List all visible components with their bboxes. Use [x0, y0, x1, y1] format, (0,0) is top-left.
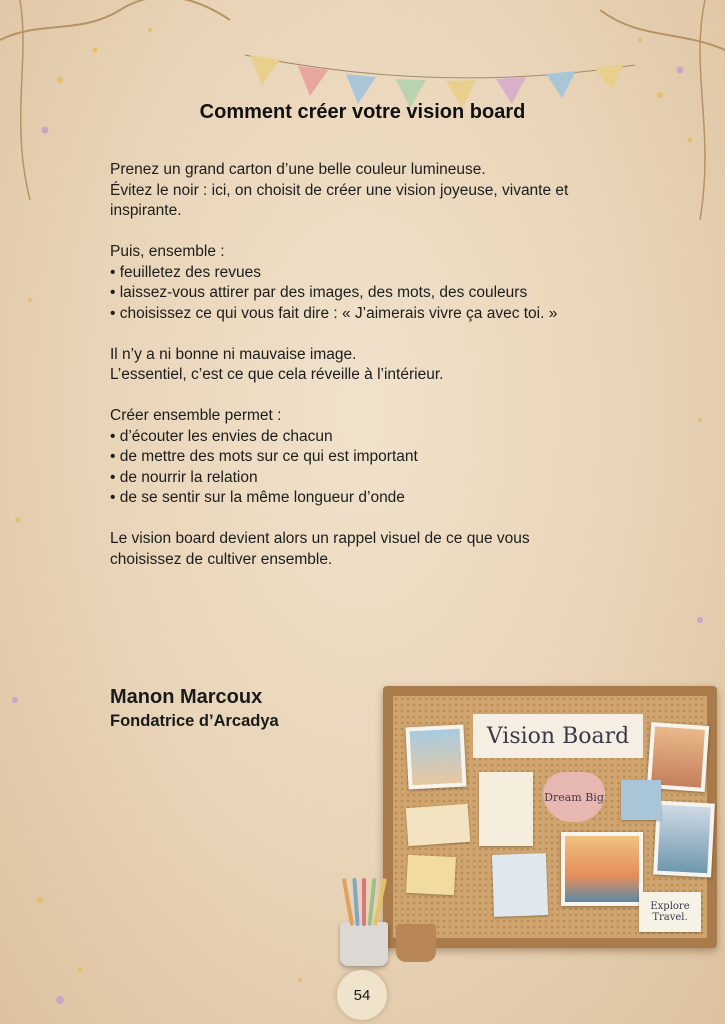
author-role: Fondatrice d’Arcadya [110, 712, 279, 730]
body-line: • de se sentir sur la même longueur d’onde [110, 489, 405, 506]
paragraph-gap [110, 386, 630, 407]
paragraph-gap [110, 509, 630, 530]
paragraph-gap [110, 324, 630, 345]
body-line: • de mettre des mots sur ce qui est important [110, 448, 418, 465]
travel-note: Explore Travel. [639, 892, 701, 932]
note-card [406, 804, 470, 846]
body-line: Créer ensemble permet : [110, 407, 282, 424]
note-goals [479, 772, 533, 846]
body-line: inspirante. [110, 202, 182, 219]
page-title: Comment créer votre vision board [199, 101, 526, 123]
dream-big-heart: Dream Big [543, 772, 605, 822]
blue-note [621, 780, 661, 820]
body-line: • d’écouter les envies de chacun [110, 427, 333, 445]
photo-beach [405, 725, 466, 790]
body-line: Puis, ensemble : [110, 243, 225, 260]
body-line: • laissez-vous attirer par des images, des mots, des couleurs [110, 284, 528, 301]
body-line: L’essentiel, c’est ce que cela réveille à l’intérieur. [110, 366, 444, 383]
author-name: Manon Marcoux [110, 686, 263, 708]
vision-board-illustration [383, 686, 717, 948]
photo-sailboat [561, 832, 643, 906]
plant-pot [396, 924, 436, 962]
body-line: Il n’y a ni bonne ni mauvaise image. [110, 345, 357, 363]
body-line: • feuilletez des revues [110, 263, 262, 281]
pencil-cup [340, 922, 388, 966]
body-line: Prenez un grand carton d’une belle couleur lumineuse. [110, 161, 486, 178]
body-line: Le vision board devient alors un rappel visuel de ce que vous [110, 530, 530, 547]
body-text [110, 160, 630, 570]
vision-board-title-card: Vision Board [473, 714, 643, 758]
paragraph-gap [110, 222, 630, 243]
body-line: choisissez de cultiver ensemble. [110, 550, 333, 568]
body-line: • choisissez ce qui vous fait dire : « J’aimerais vivre ça avec toi. » [110, 304, 558, 322]
photo-island [653, 801, 715, 878]
note-list [492, 853, 548, 917]
page-number: 54 [337, 970, 387, 1020]
cork-board [393, 696, 707, 938]
body-line: Évitez le noir : ici, on choisit de créer une vision joyeuse, vivante et [110, 181, 569, 199]
body-line: • de nourrir la relation [110, 468, 258, 486]
note-small [406, 855, 456, 895]
